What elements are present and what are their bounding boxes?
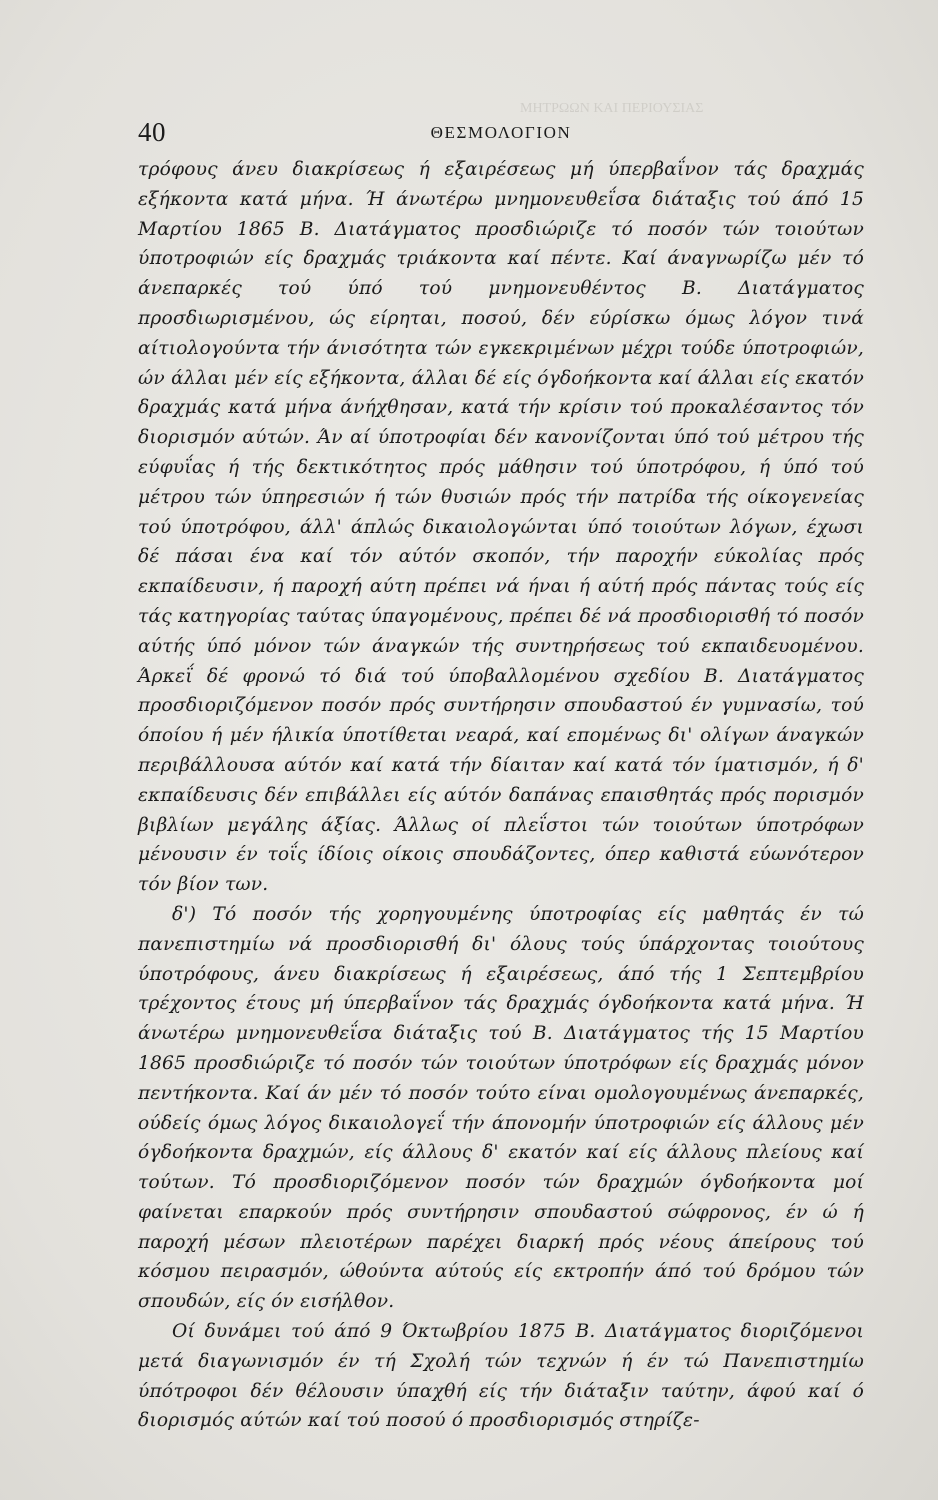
running-head: ΘΕΣΜΟΛΟΓΙΟΝ (430, 123, 572, 142)
paragraph-1: τρόφους άνευ διακρίσεως ή εξαιρέσεως μή ύπερβαΐνον τάς δραχμάς εξήκοντα κατά μήνα. Ή άνωτέρω μνημονευθεΐσα διάταξις τού άπό 15 Μαρτίου 1865 Β. Διατάγματος προσδιώριζε τό ποσόν τών τοιούτων ύποτροφιών είς δραχμάς τριάκοντα καί πέντε. Καί άναγνωρίζω μέν τό άνεπαρκές τού ύπό τού μνημονευθέντος Β. Διατάγματος προσδιωρισμένου, ώς είρηται, ποσού, δέν εύρίσκω όμως λόγον τινά αίτιολογούντα τήν άνισότητα τών εγκεκριμένων μέχρι τούδε ύποτροφιών, ών άλλαι μέν είς εξήκοντα, άλλαι δέ είς όγδοήκοντα καί άλλαι είς εκατόν δραχμάς κατά μήνα άνήχθησαν, κατά τήν κρίσιν τού προκαλέσαντος τόν διορισμόν αύτών. Άν αί ύποτροφίαι δέν κανονίζονται ύπό τού μέτρου τής εύφυΐας ή τής δεκτικότητος πρός μάθησιν τού ύποτρόφου, ή ύπό τού μέτρου τών ύπηρεσιών ή τών θυσιών πρός τήν πατρίδα τής οίκογενείας τού ύποτρόφου, άλλ' άπλώς δικαιολογώνται ύπό τοιούτων λόγων, έχωσι δέ πάσαι ένα καί τόν αύτόν σκοπόν, τήν παροχήν εύκολίας πρός εκπαίδευσιν, ή παροχή αύτη πρέπει νά ήναι ή αύτή πρός πάντας τούς είς τάς κατηγορίας ταύτας ύπαγομένους, πρέπει δέ νά προσδιορισθή τό ποσόν αύτής ύπό μόνον τών άναγκών τής συντηρήσεως τού εκπαιδευομένου. Άρκεΐ δέ φρονώ τό διά τού ύποβαλλομένου σχεδίου Β. Διατάγματος προσδιοριζόμενον ποσόν πρός συντήρησιν σπουδαστού έν γυμνασίω, τού όποίου ή μέν ήλικία ύποτίθεται νεαρά, καί επομένως δι' ολίγων άναγκών περιβάλλουσα αύτόν καί κατά τήν δίαιταν καί κατά τόν ίματισμόν, ή δ' εκπαίδευσις δέν επιβάλλει είς αύτόν δαπάνας επαισθητάς πρός πορισμόν βιβλίων μεγάλης άξίας. Άλλως οί πλεΐστοι τών τοιούτων ύποτρόφων μένουσιν έν τοΐς ίδίοις οίκοις σπουδάζοντες, όπερ καθιστά εύωνότερον τόν βίον των. (138, 159, 864, 896)
paragraph-3: Οί δυνάμει τού άπό 9 Όκτωβρίου 1875 Β. Διατάγματος διοριζόμενοι μετά διαγωνισμόν έν τή Σχολή τών τεχνών ή έν τώ Πανεπιστημίω ύπότροφοι δέν θέλουσιν ύπαχθή είς τήν διάταξιν ταύτην, άφού καί ό διορισμός αύτών καί τού ποσού ό προσδιορισμός στηρίζε- (138, 1321, 864, 1432)
svg-text:ΜΗΤΡΩΩΝ ΚΑΙ ΠΕΡΙΟΥΣΙΑΣ: ΜΗΤΡΩΩΝ ΚΑΙ ΠΕΡΙΟΥΣΙΑΣ (520, 101, 704, 116)
paragraph-2: δ') Τό ποσόν τής χορηγουμένης ύποτροφίας είς μαθητάς έν τώ πανεπιστημίω νά προσδιορισθή δι' όλους τούς ύπάρχοντας τοιούτους ύποτρόφους, άνευ διακρίσεως ή εξαιρέσεως, άπό τής 1 Σεπτεμβρίου τρέχοντος έτους μή ύπερβαΐνον τάς δραχμάς όγδοήκοντα κατά μήνα. Ή άνωτέρω μνημονευθεΐσα διάταξις τού Β. Διατάγματος τής 15 Μαρτίου 1865 προσδιώριζε τό ποσόν τών τοιούτων ύποτρόφων είς δραχμάς μόνον πεντήκοντα. Καί άν μέν τό ποσόν τούτο είναι ομολογουμένως άνεπαρκές, ούδείς όμως λόγος δικαιολογεΐ τήν άπονομήν ύποτροφιών είς άλλους μέν όγδοήκοντα δραχμών, είς άλλους δ' εκατόν καί είς άλλους πλείους καί τούτων. Τό προσδιοριζόμενον ποσόν τών δραχμών όγδοήκοντα μοί φαίνεται επαρκούν πρός συντήρησιν σπουδαστού σώφρονος, έν ώ ή παροχή μέσων πλειοτέρων παρέχει διαρκή πρός νέους άπείρους τού κόσμου πειρασμόν, ώθούντα αύτούς είς εκτροπήν άπό τού δρόμου τών σπουδών, είς όν εισήλθον. (138, 903, 864, 1313)
main-text (138, 155, 864, 1436)
page-header (138, 116, 864, 148)
page-number: 40 (138, 117, 166, 147)
